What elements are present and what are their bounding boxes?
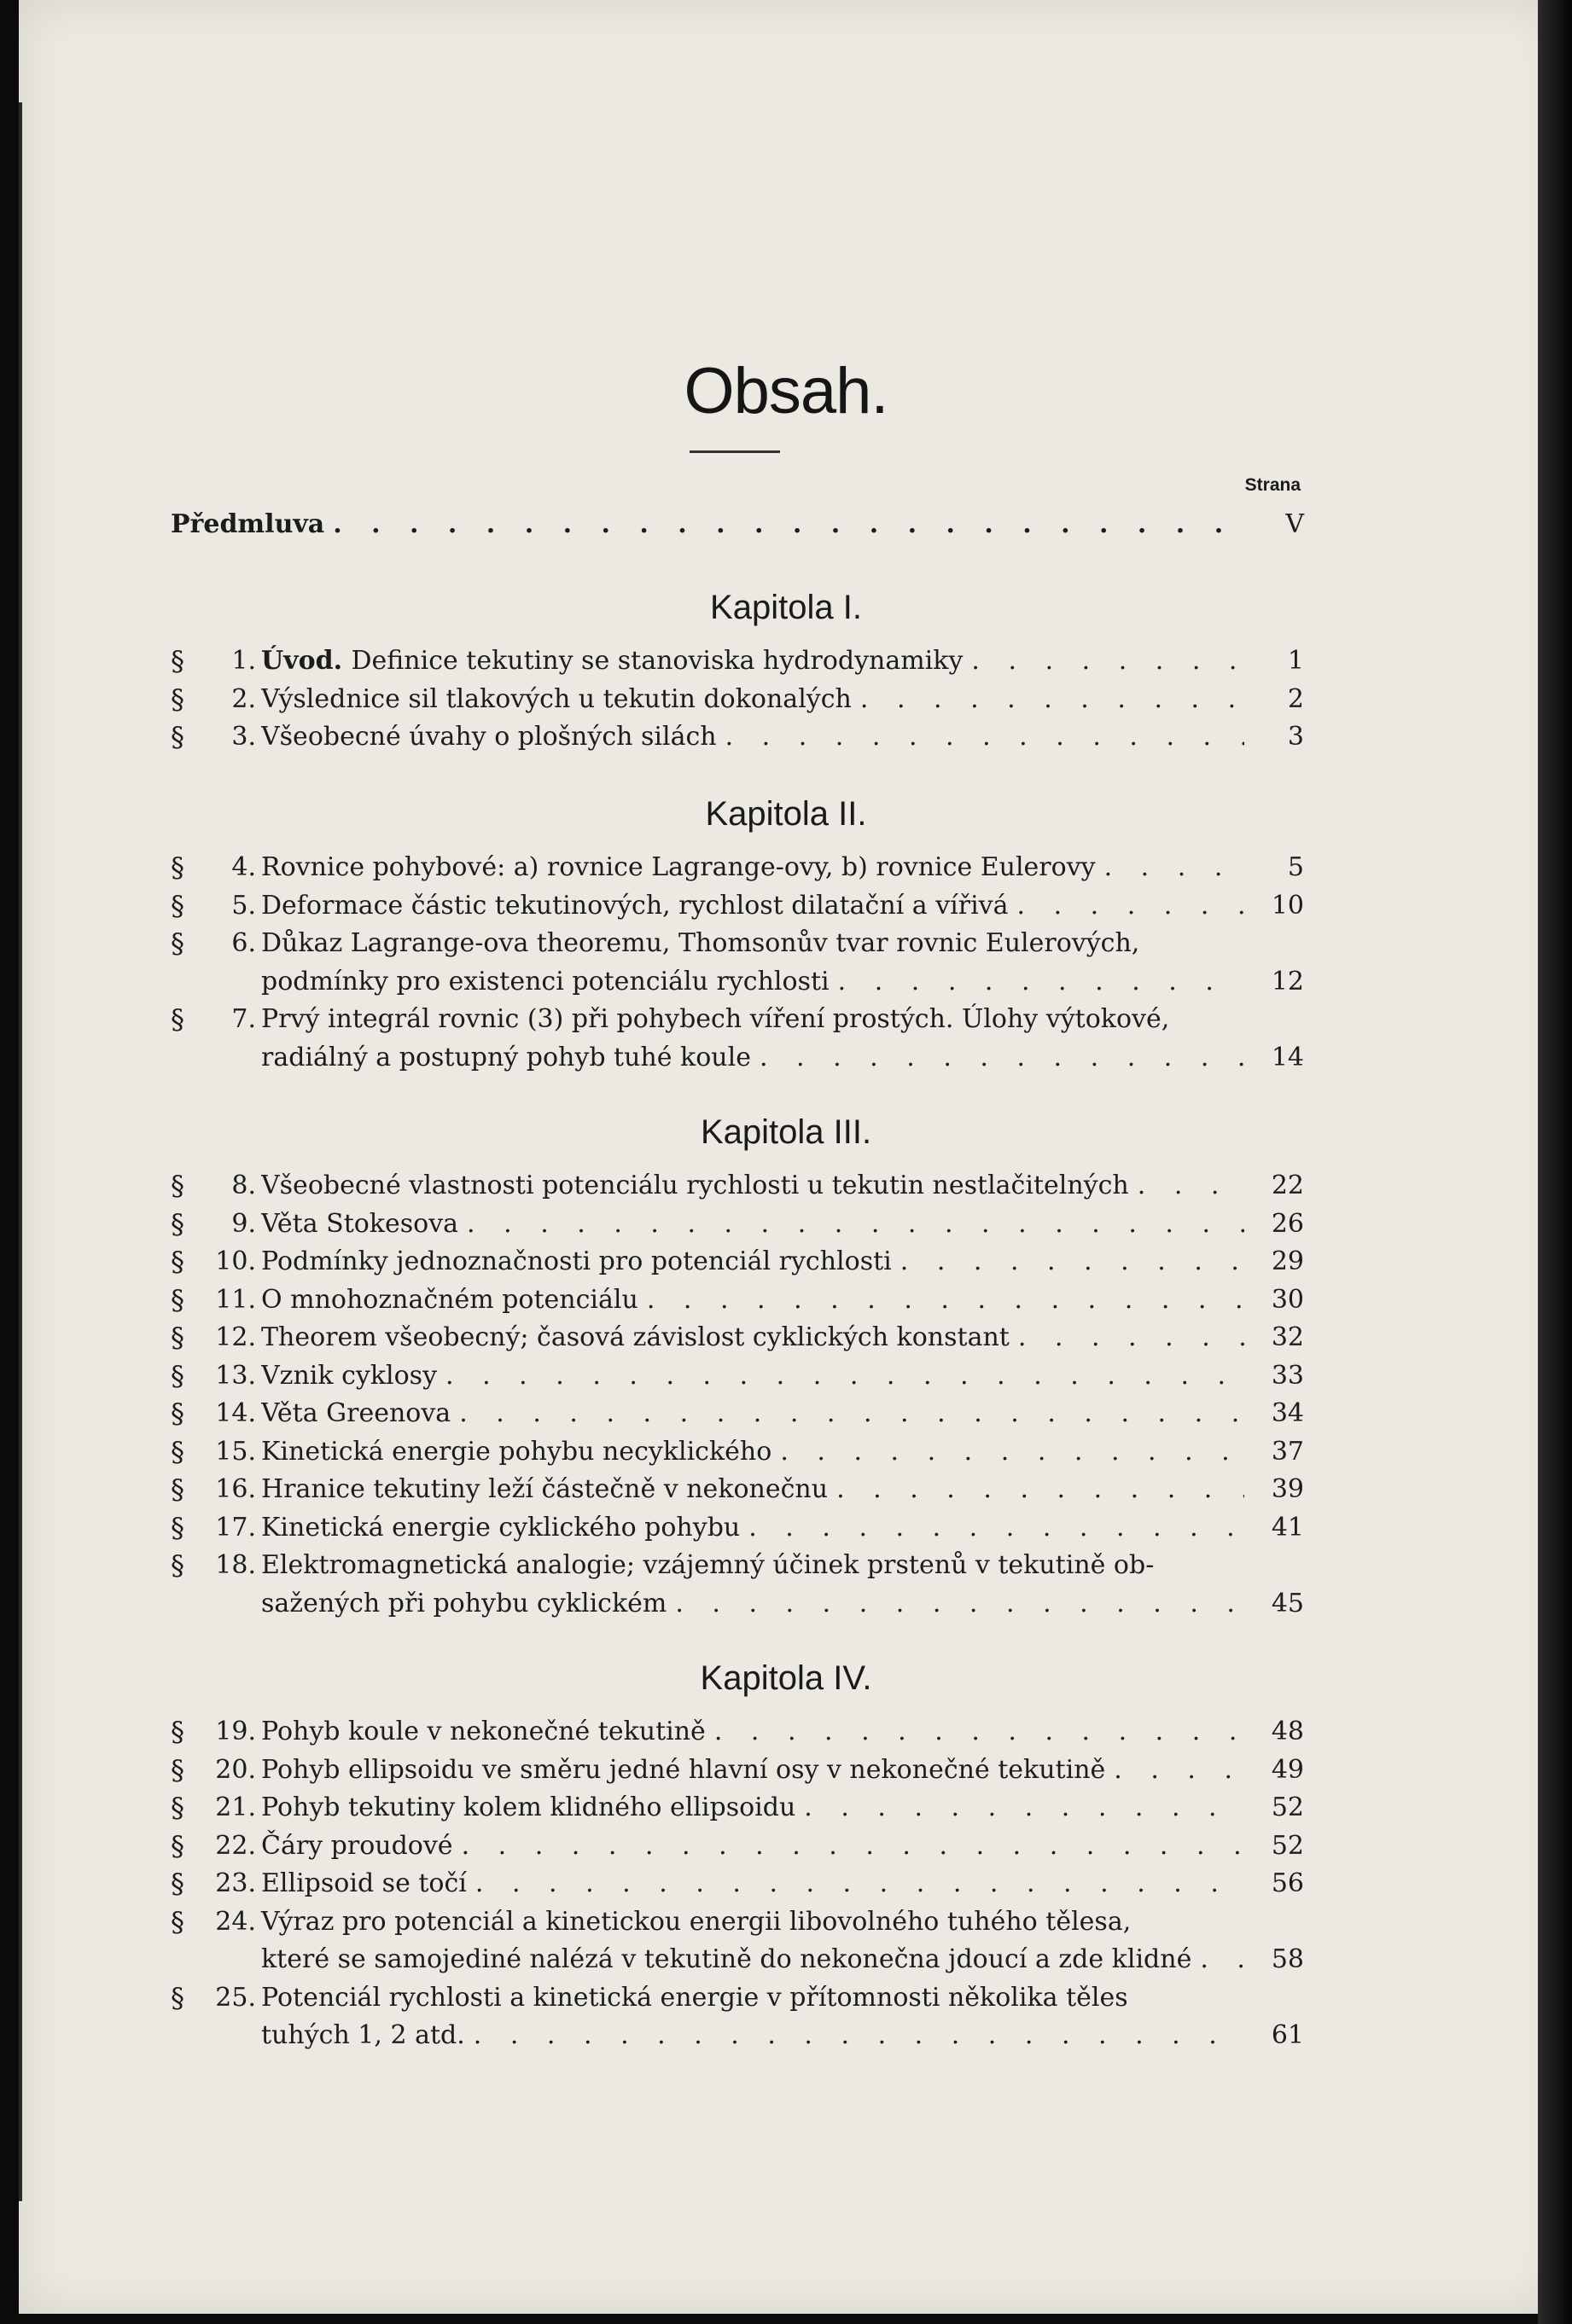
entry-title-text (261, 1395, 459, 1432)
entry-title (261, 1713, 1244, 1751)
entry-title-text (261, 1357, 445, 1395)
entry-title-line: Kinetická energie pohybu necyklického (261, 1437, 772, 1467)
section-sign: § (171, 1360, 184, 1392)
section-sign: § (171, 645, 184, 677)
toc-entry[interactable] (171, 1357, 1304, 1395)
section-number: 3. (231, 722, 256, 752)
section-number: 15. (215, 1437, 256, 1467)
section-number: 13. (215, 1361, 256, 1391)
page-number: 56 (1271, 1868, 1304, 1898)
section-sign: § (171, 890, 184, 922)
section-sign: § (171, 1170, 184, 1202)
entry-title (261, 1167, 1244, 1205)
entry-title (261, 1281, 1244, 1319)
dot-leader (804, 1789, 1244, 1827)
page-number: 61 (1271, 2020, 1304, 2050)
entry-title (261, 2017, 1244, 2054)
section-number: 4. (231, 852, 256, 882)
entry-title-line: Theorem všeobecný; časová závislost cyklických konstant (261, 1322, 1010, 1352)
section-number: 11. (215, 1285, 256, 1315)
entry-title-text (261, 1585, 675, 1623)
section-number: 17. (215, 1513, 256, 1543)
page-edge-shadow (1538, 0, 1572, 2324)
entry-title (261, 1509, 1244, 1547)
entry-title-line: Čáry proudové (261, 1831, 453, 1861)
page-number: 33 (1271, 1361, 1304, 1391)
toc-entry-continuation (171, 963, 1304, 1001)
section-number: 21. (215, 1792, 256, 1822)
toc-entry[interactable] (171, 1319, 1304, 1357)
toc-entry[interactable] (171, 1395, 1304, 1432)
dot-leader (333, 506, 1244, 543)
toc-entry[interactable] (171, 1789, 1304, 1827)
entry-title-line: tuhých 1, 2 atd. (261, 2020, 465, 2050)
dot-leader (1114, 1752, 1244, 1789)
entry-title-bold: Úvod. (261, 646, 352, 676)
entry-title: Důkaz Lagrange-ova theoremu, Thomsonův tvar rovnic Eulerových, (261, 928, 1140, 958)
title-rule (690, 450, 780, 453)
page-title: Obsah. (684, 355, 888, 427)
section-number: 2. (231, 684, 256, 714)
toc-entry[interactable] (171, 925, 1304, 962)
section-number: 8. (231, 1171, 256, 1200)
section-sign: § (171, 1982, 184, 2014)
section-sign: § (171, 1754, 184, 1787)
entry-title-line: Kinetická energie cyklického pohybu (261, 1513, 741, 1543)
section-sign: § (171, 1208, 184, 1240)
entry-title-line: Pohyb tekutiny kolem klidného ellipsoidu (261, 1792, 796, 1822)
entry-title-text (261, 1206, 467, 1243)
toc-entry[interactable] (171, 1547, 1304, 1584)
entry-title: Výraz pro potenciál a kinetickou energii libovolného tuhého tělesa, (261, 1907, 1132, 1937)
entry-title-line: které se samojediné nalézá v tekutině do nekonečna jdoucí a zde klidné (261, 1944, 1192, 1974)
entry-title (261, 1752, 1244, 1789)
chapter-heading: Kapitola III. (700, 1113, 872, 1151)
toc-entry[interactable] (171, 1865, 1304, 1903)
dot-leader (714, 1713, 1244, 1751)
entry-title-line: Všeobecné úvahy o plošných silách (261, 722, 717, 752)
page-number: 14 (1271, 1043, 1304, 1072)
toc-entry[interactable] (171, 1471, 1304, 1508)
page-number: 39 (1271, 1474, 1304, 1504)
section-sign: § (171, 683, 184, 716)
entry-title (261, 1039, 1244, 1077)
entry-title-text (261, 1941, 1200, 1978)
entry-title-text (261, 1471, 836, 1508)
entry-title-line: Výslednice sil tlakových u tekutin dokonalých (261, 684, 852, 714)
section-sign: § (171, 927, 184, 960)
toc-entry-continuation (171, 1585, 1304, 1623)
chapter-heading: Kapitola IV. (700, 1659, 872, 1697)
page-number: 52 (1271, 1831, 1304, 1861)
section-sign: § (171, 1868, 184, 1900)
section-number: 5. (231, 891, 256, 921)
entry-title-text (261, 642, 971, 680)
page-number: 34 (1271, 1398, 1304, 1428)
dot-leader (1104, 849, 1244, 886)
dot-leader (445, 1357, 1244, 1395)
dot-leader (780, 1433, 1244, 1471)
entry-title-text (261, 1827, 462, 1865)
dot-leader (971, 642, 1244, 680)
entry-title (261, 1585, 1244, 1623)
entry-title-text (261, 1865, 475, 1903)
entry-title-line: Definice tekutiny se stanoviska hydrodynamiky (351, 646, 964, 676)
entry-title-line: Deformace částic tekutinových, rychlost dilatační a vířivá (261, 891, 1009, 921)
entry-title-text (261, 963, 838, 1001)
toc-entry-continuation (171, 1039, 1304, 1077)
dot-leader (675, 1585, 1244, 1623)
entry-title (261, 1319, 1244, 1357)
toc-entry[interactable] (171, 1433, 1304, 1471)
page-number: 30 (1271, 1285, 1304, 1315)
dot-leader (725, 718, 1244, 756)
toc-entry[interactable] (171, 1827, 1304, 1865)
section-number: 22. (215, 1831, 256, 1861)
toc-entry[interactable] (171, 1752, 1304, 1789)
page-number: 22 (1271, 1171, 1304, 1200)
entry-title (261, 1865, 1244, 1903)
entry-title (261, 1827, 1244, 1865)
entry-title-text (261, 1509, 748, 1547)
entry-title (261, 1206, 1244, 1243)
page-number: 41 (1271, 1513, 1304, 1543)
entry-title-line: Pohyb koule v nekonečné tekutině (261, 1717, 706, 1746)
section-number: 18. (215, 1550, 256, 1580)
dot-leader (475, 1865, 1244, 1903)
toc-entry[interactable] (171, 1167, 1304, 1205)
toc-entry[interactable] (171, 887, 1304, 925)
toc-entry[interactable] (171, 1979, 1304, 2017)
page-number: 49 (1271, 1755, 1304, 1785)
entry-title-line: Všeobecné vlastnosti potenciálu rychlosti u tekutin nestlačitelných (261, 1171, 1129, 1200)
entry-title: Prvý integrál rovnic (3) při pohybech víření prostých. Úlohy výtokové, (261, 1004, 1170, 1034)
dot-leader (838, 963, 1244, 1001)
section-sign: § (171, 721, 184, 753)
page-number: V (1285, 509, 1304, 539)
entry-title-text (261, 1281, 647, 1319)
entry-title-text (261, 1039, 760, 1077)
dot-leader (467, 1206, 1244, 1243)
page-number: 2 (1287, 684, 1304, 714)
section-sign: § (171, 851, 184, 884)
dot-leader (836, 1471, 1244, 1508)
entry-title-text (261, 849, 1104, 886)
page-number: 37 (1271, 1437, 1304, 1467)
section-sign: § (171, 1906, 184, 1938)
entry-title (261, 1471, 1244, 1508)
entry-title-text (261, 1433, 780, 1471)
entry-title-text (261, 718, 725, 756)
page-number: 48 (1271, 1717, 1304, 1746)
entry-title-line: radiálný a postupný pohyb tuhé koule (261, 1043, 751, 1072)
section-sign: § (171, 1246, 184, 1278)
section-number: 20. (215, 1755, 256, 1785)
entry-title-line: podmínky pro existenci potenciálu rychlosti (261, 967, 830, 996)
section-number: 14. (215, 1398, 256, 1428)
page-number: 26 (1271, 1209, 1304, 1239)
section-sign: § (171, 1003, 184, 1036)
entry-title-text (261, 1713, 714, 1751)
dot-leader (647, 1281, 1244, 1319)
entry-label (171, 506, 1244, 543)
toc-entry[interactable] (171, 1206, 1304, 1243)
section-number: 25. (215, 1983, 256, 2013)
toc-entry-continuation (171, 2017, 1304, 2054)
toc-entry[interactable] (171, 1509, 1304, 1547)
dot-leader (1200, 1941, 1244, 1978)
entry-title-line: Vznik cyklosy (261, 1361, 438, 1391)
dot-leader (900, 1243, 1244, 1281)
entry-title (261, 1395, 1244, 1432)
toc-entry[interactable] (171, 1903, 1304, 1941)
page-number: 3 (1287, 722, 1304, 752)
section-sign: § (171, 1473, 184, 1506)
entry-title-line: Podmínky jednoznačnosti pro potenciál rychlosti (261, 1246, 892, 1276)
entry-title (261, 1941, 1244, 1978)
dot-leader (860, 681, 1244, 718)
entry-title: Potenciál rychlosti a kinetická energie v přítomnosti několika těles (261, 1983, 1128, 2013)
entry-title-line: Věta Stokesova (261, 1209, 459, 1239)
toc-entry[interactable] (171, 681, 1304, 718)
dot-leader (1017, 887, 1244, 925)
section-number: 9. (231, 1209, 256, 1239)
section-number: 23. (215, 1868, 256, 1898)
toc-entry-predmluva[interactable] (171, 506, 1304, 543)
page-number: 45 (1271, 1589, 1304, 1618)
toc-entry[interactable] (171, 1281, 1304, 1319)
toc-entry-continuation (171, 1941, 1304, 1978)
entry-title (261, 1243, 1244, 1281)
page-number: 5 (1287, 852, 1304, 882)
section-sign: § (171, 1284, 184, 1316)
predmluva-label: Předmluva (171, 506, 333, 543)
entry-title-text (261, 1243, 900, 1281)
entry-title (261, 963, 1244, 1001)
section-sign: § (171, 1512, 184, 1544)
entry-title (261, 681, 1244, 718)
entry-title-text (261, 1789, 804, 1827)
toc-entry[interactable] (171, 1243, 1304, 1281)
page-number: 32 (1271, 1322, 1304, 1352)
entry-title (261, 1433, 1244, 1471)
entry-title: Elektromagnetická analogie; vzájemný účinek prstenů v tekutině ob- (261, 1550, 1155, 1580)
toc-entry[interactable] (171, 1001, 1304, 1038)
section-sign: § (171, 1716, 184, 1748)
entry-title-line: sažených při pohybu cyklickém (261, 1589, 667, 1618)
entry-title-line: Ellipsoid se točí (261, 1868, 467, 1898)
toc-entry[interactable] (171, 849, 1304, 886)
page-number: 58 (1271, 1944, 1304, 1974)
entry-title (261, 849, 1244, 886)
toc-entry[interactable] (171, 642, 1304, 680)
entry-title-line: Pohyb ellipsoidu ve směru jedné hlavní osy v nekonečné tekutině (261, 1755, 1106, 1785)
dot-leader (459, 1395, 1244, 1432)
page-number: 10 (1271, 891, 1304, 921)
section-sign: § (171, 1792, 184, 1824)
section-number: 24. (215, 1907, 256, 1937)
chapter-heading: Kapitola II. (705, 795, 867, 833)
page-number: 12 (1271, 967, 1304, 996)
page-number: 29 (1271, 1246, 1304, 1276)
section-sign: § (171, 1549, 184, 1582)
section-sign: § (171, 1322, 184, 1354)
dot-leader (474, 2017, 1244, 2054)
page-number: 52 (1271, 1792, 1304, 1822)
entry-title-text (261, 1167, 1138, 1205)
toc-entry[interactable] (171, 1713, 1304, 1751)
dot-leader (760, 1039, 1244, 1077)
entry-title-line: Rovnice pohybové: a) rovnice Lagrange-ovy, b) rovnice Eulerovy (261, 852, 1096, 882)
section-number: 6. (231, 928, 256, 958)
section-number: 1. (231, 646, 256, 676)
section-number: 19. (215, 1717, 256, 1746)
chapter-heading: Kapitola I. (710, 589, 862, 626)
section-number: 12. (215, 1322, 256, 1352)
dot-leader (1138, 1167, 1244, 1205)
section-sign: § (171, 1830, 184, 1862)
entry-title-text (261, 681, 860, 718)
section-sign: § (171, 1397, 184, 1430)
column-header-strana: Strana (1244, 475, 1301, 495)
page-number: 1 (1287, 646, 1304, 676)
entry-title-line: O mnohoznačném potenciálu (261, 1285, 638, 1315)
entry-title-line: Věta Greenova (261, 1398, 451, 1428)
section-number: 16. (215, 1474, 256, 1504)
section-sign: § (171, 1436, 184, 1468)
entry-title (261, 642, 1244, 680)
section-number: 7. (231, 1004, 256, 1034)
entry-title-text (261, 2017, 474, 2054)
entry-title-text (261, 887, 1017, 925)
entry-title-text (261, 1752, 1114, 1789)
entry-title (261, 887, 1244, 925)
dot-leader (748, 1509, 1244, 1547)
entry-title (261, 1789, 1244, 1827)
entry-title-line: Hranice tekutiny leží částečně v nekonečnu (261, 1474, 829, 1504)
entry-title-text (261, 1319, 1018, 1357)
section-number: 10. (215, 1246, 256, 1276)
dot-leader (1018, 1319, 1244, 1357)
entry-title (261, 1357, 1244, 1395)
toc-entry[interactable] (171, 718, 1304, 756)
dot-leader (462, 1827, 1244, 1865)
entry-title (261, 718, 1244, 756)
